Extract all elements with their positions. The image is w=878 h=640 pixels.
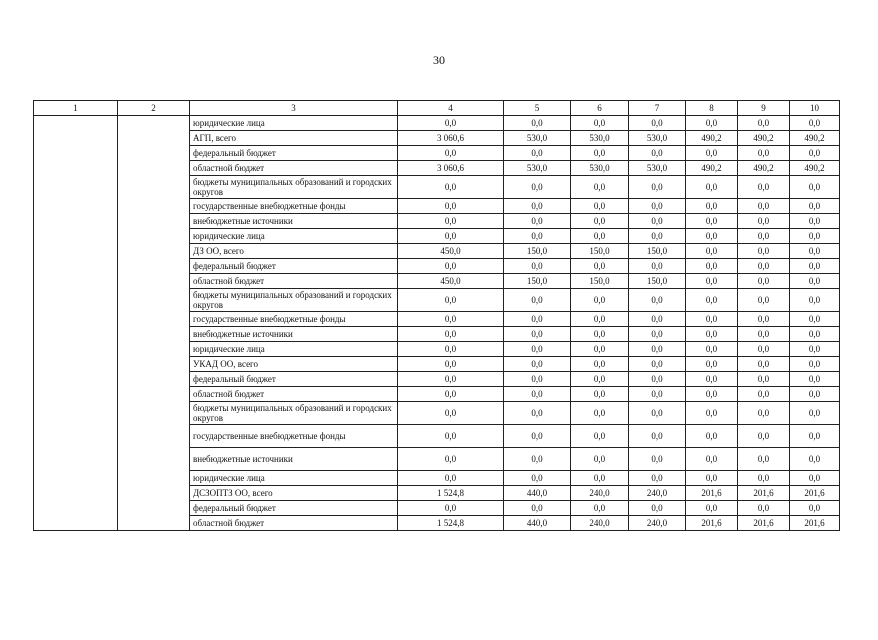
value-cell: 490,2 bbox=[686, 161, 738, 176]
value-cell: 0,0 bbox=[504, 342, 571, 357]
value-cell: 0,0 bbox=[504, 327, 571, 342]
value-cell: 0,0 bbox=[398, 448, 504, 471]
value-cell: 0,0 bbox=[790, 214, 840, 229]
value-cell: 0,0 bbox=[504, 387, 571, 402]
value-cell: 0,0 bbox=[504, 199, 571, 214]
value-cell: 0,0 bbox=[686, 259, 738, 274]
value-cell: 0,0 bbox=[686, 387, 738, 402]
value-cell: 0,0 bbox=[571, 342, 629, 357]
value-cell: 0,0 bbox=[790, 259, 840, 274]
row-label: юридические лица bbox=[190, 342, 398, 357]
value-cell: 0,0 bbox=[398, 116, 504, 131]
row-label: АГП, всего bbox=[190, 131, 398, 146]
value-cell: 201,6 bbox=[686, 516, 738, 531]
value-cell: 0,0 bbox=[686, 214, 738, 229]
row-label: ДСЗОПТЗ ОО, всего bbox=[190, 486, 398, 501]
value-cell: 0,0 bbox=[738, 342, 790, 357]
value-cell: 0,0 bbox=[398, 387, 504, 402]
value-cell: 3 060,6 bbox=[398, 131, 504, 146]
page-number: 30 bbox=[433, 53, 445, 67]
row-label: юридические лица bbox=[190, 471, 398, 486]
value-cell: 240,0 bbox=[629, 516, 686, 531]
row-label: бюджеты муниципальных образований и городских округов bbox=[190, 289, 398, 312]
value-cell: 0,0 bbox=[629, 259, 686, 274]
value-cell: 0,0 bbox=[629, 342, 686, 357]
value-cell: 530,0 bbox=[629, 131, 686, 146]
value-cell: 201,6 bbox=[790, 486, 840, 501]
row-label: внебюджетные источники bbox=[190, 214, 398, 229]
value-cell: 0,0 bbox=[571, 471, 629, 486]
value-cell: 0,0 bbox=[571, 448, 629, 471]
value-cell: 0,0 bbox=[790, 471, 840, 486]
value-cell: 0,0 bbox=[629, 146, 686, 161]
value-cell: 0,0 bbox=[790, 312, 840, 327]
value-cell: 0,0 bbox=[629, 372, 686, 387]
value-cell: 0,0 bbox=[504, 425, 571, 448]
value-cell: 490,2 bbox=[738, 161, 790, 176]
value-cell: 201,6 bbox=[686, 486, 738, 501]
value-cell: 0,0 bbox=[571, 501, 629, 516]
value-cell: 0,0 bbox=[571, 327, 629, 342]
value-cell: 0,0 bbox=[738, 501, 790, 516]
col2-merged-cell bbox=[118, 116, 190, 531]
row-label: федеральный бюджет bbox=[190, 146, 398, 161]
value-cell: 0,0 bbox=[398, 372, 504, 387]
value-cell: 150,0 bbox=[571, 244, 629, 259]
value-cell: 0,0 bbox=[571, 402, 629, 425]
value-cell: 450,0 bbox=[398, 274, 504, 289]
value-cell: 0,0 bbox=[571, 312, 629, 327]
value-cell: 240,0 bbox=[571, 516, 629, 531]
value-cell: 0,0 bbox=[398, 229, 504, 244]
value-cell: 0,0 bbox=[738, 274, 790, 289]
value-cell: 0,0 bbox=[504, 146, 571, 161]
value-cell: 0,0 bbox=[629, 357, 686, 372]
value-cell: 150,0 bbox=[629, 274, 686, 289]
value-cell: 0,0 bbox=[686, 116, 738, 131]
value-cell: 0,0 bbox=[504, 501, 571, 516]
value-cell: 1 524,8 bbox=[398, 486, 504, 501]
row-label: государственные внебюджетные фонды bbox=[190, 199, 398, 214]
value-cell: 0,0 bbox=[738, 229, 790, 244]
column-header-8: 8 bbox=[686, 101, 738, 116]
value-cell: 0,0 bbox=[686, 199, 738, 214]
value-cell: 530,0 bbox=[504, 161, 571, 176]
value-cell: 0,0 bbox=[629, 116, 686, 131]
value-cell: 150,0 bbox=[504, 244, 571, 259]
value-cell: 0,0 bbox=[571, 214, 629, 229]
value-cell: 0,0 bbox=[571, 372, 629, 387]
column-header-6: 6 bbox=[571, 101, 629, 116]
value-cell: 0,0 bbox=[504, 402, 571, 425]
row-label: государственные внебюджетные фонды bbox=[190, 312, 398, 327]
value-cell: 0,0 bbox=[790, 501, 840, 516]
value-cell: 0,0 bbox=[738, 259, 790, 274]
row-label: юридические лица bbox=[190, 116, 398, 131]
value-cell: 0,0 bbox=[398, 425, 504, 448]
value-cell: 440,0 bbox=[504, 486, 571, 501]
value-cell: 0,0 bbox=[504, 176, 571, 199]
value-cell: 201,6 bbox=[738, 516, 790, 531]
value-cell: 0,0 bbox=[398, 259, 504, 274]
value-cell: 0,0 bbox=[504, 289, 571, 312]
value-cell: 0,0 bbox=[686, 146, 738, 161]
value-cell: 0,0 bbox=[790, 229, 840, 244]
value-cell: 0,0 bbox=[686, 425, 738, 448]
value-cell: 0,0 bbox=[790, 274, 840, 289]
value-cell: 0,0 bbox=[790, 116, 840, 131]
value-cell: 150,0 bbox=[504, 274, 571, 289]
value-cell: 0,0 bbox=[571, 289, 629, 312]
value-cell: 0,0 bbox=[629, 327, 686, 342]
value-cell: 0,0 bbox=[790, 342, 840, 357]
value-cell: 0,0 bbox=[571, 357, 629, 372]
value-cell: 201,6 bbox=[738, 486, 790, 501]
value-cell: 0,0 bbox=[686, 402, 738, 425]
value-cell: 0,0 bbox=[398, 402, 504, 425]
value-cell: 0,0 bbox=[398, 214, 504, 229]
value-cell: 0,0 bbox=[571, 259, 629, 274]
value-cell: 0,0 bbox=[504, 357, 571, 372]
value-cell: 0,0 bbox=[398, 471, 504, 486]
value-cell: 0,0 bbox=[686, 312, 738, 327]
value-cell: 0,0 bbox=[738, 289, 790, 312]
value-cell: 0,0 bbox=[686, 372, 738, 387]
value-cell: 0,0 bbox=[686, 357, 738, 372]
value-cell: 530,0 bbox=[629, 161, 686, 176]
row-label: бюджеты муниципальных образований и городских округов bbox=[190, 176, 398, 199]
value-cell: 0,0 bbox=[738, 448, 790, 471]
value-cell: 0,0 bbox=[398, 327, 504, 342]
value-cell: 0,0 bbox=[629, 312, 686, 327]
value-cell: 530,0 bbox=[504, 131, 571, 146]
value-cell: 0,0 bbox=[790, 327, 840, 342]
row-label: бюджеты муниципальных образований и городских округов bbox=[190, 402, 398, 425]
column-header-3: 3 bbox=[190, 101, 398, 116]
column-header-1: 1 bbox=[34, 101, 118, 116]
table-body bbox=[34, 101, 840, 531]
value-cell: 0,0 bbox=[504, 471, 571, 486]
value-cell: 0,0 bbox=[686, 342, 738, 357]
value-cell: 0,0 bbox=[504, 116, 571, 131]
row-label: федеральный бюджет bbox=[190, 372, 398, 387]
table-row bbox=[34, 116, 840, 131]
value-cell: 0,0 bbox=[504, 229, 571, 244]
value-cell: 0,0 bbox=[790, 199, 840, 214]
value-cell: 0,0 bbox=[571, 116, 629, 131]
value-cell: 0,0 bbox=[571, 425, 629, 448]
value-cell: 0,0 bbox=[790, 244, 840, 259]
row-label: ДЗ ОО, всего bbox=[190, 244, 398, 259]
row-label: областной бюджет bbox=[190, 387, 398, 402]
value-cell: 0,0 bbox=[629, 229, 686, 244]
value-cell: 0,0 bbox=[398, 289, 504, 312]
value-cell: 0,0 bbox=[629, 448, 686, 471]
value-cell: 0,0 bbox=[738, 357, 790, 372]
row-label: федеральный бюджет bbox=[190, 259, 398, 274]
row-label: областной бюджет bbox=[190, 274, 398, 289]
value-cell: 0,0 bbox=[686, 244, 738, 259]
column-header-5: 5 bbox=[504, 101, 571, 116]
value-cell: 0,0 bbox=[629, 501, 686, 516]
value-cell: 0,0 bbox=[504, 214, 571, 229]
value-cell: 0,0 bbox=[738, 425, 790, 448]
value-cell: 0,0 bbox=[738, 372, 790, 387]
value-cell: 240,0 bbox=[571, 486, 629, 501]
value-cell: 0,0 bbox=[629, 425, 686, 448]
value-cell: 0,0 bbox=[790, 289, 840, 312]
value-cell: 0,0 bbox=[398, 357, 504, 372]
value-cell: 490,2 bbox=[738, 131, 790, 146]
value-cell: 0,0 bbox=[504, 259, 571, 274]
value-cell: 0,0 bbox=[686, 176, 738, 199]
value-cell: 530,0 bbox=[571, 161, 629, 176]
value-cell: 0,0 bbox=[686, 448, 738, 471]
value-cell: 0,0 bbox=[790, 176, 840, 199]
value-cell: 0,0 bbox=[738, 176, 790, 199]
value-cell: 201,6 bbox=[790, 516, 840, 531]
value-cell: 0,0 bbox=[398, 501, 504, 516]
value-cell: 0,0 bbox=[738, 402, 790, 425]
value-cell: 0,0 bbox=[398, 342, 504, 357]
row-label: юридические лица bbox=[190, 229, 398, 244]
col1-merged-cell bbox=[34, 116, 118, 531]
value-cell: 0,0 bbox=[790, 425, 840, 448]
value-cell: 0,0 bbox=[738, 146, 790, 161]
value-cell: 0,0 bbox=[571, 387, 629, 402]
value-cell: 0,0 bbox=[629, 199, 686, 214]
value-cell: 0,0 bbox=[504, 448, 571, 471]
value-cell: 3 060,6 bbox=[398, 161, 504, 176]
value-cell: 0,0 bbox=[790, 146, 840, 161]
value-cell: 0,0 bbox=[738, 199, 790, 214]
column-header-9: 9 bbox=[738, 101, 790, 116]
value-cell: 0,0 bbox=[790, 372, 840, 387]
row-label: УКАД ОО, всего bbox=[190, 357, 398, 372]
row-label: областной бюджет bbox=[190, 161, 398, 176]
value-cell: 0,0 bbox=[790, 357, 840, 372]
value-cell: 0,0 bbox=[738, 116, 790, 131]
value-cell: 0,0 bbox=[738, 327, 790, 342]
value-cell: 450,0 bbox=[398, 244, 504, 259]
value-cell: 0,0 bbox=[629, 289, 686, 312]
row-label: внебюджетные источники bbox=[190, 327, 398, 342]
value-cell: 0,0 bbox=[738, 471, 790, 486]
value-cell: 0,0 bbox=[571, 146, 629, 161]
value-cell: 0,0 bbox=[571, 229, 629, 244]
value-cell: 150,0 bbox=[571, 274, 629, 289]
value-cell: 0,0 bbox=[571, 199, 629, 214]
row-label: внебюджетные источники bbox=[190, 448, 398, 471]
value-cell: 0,0 bbox=[629, 402, 686, 425]
value-cell: 0,0 bbox=[629, 471, 686, 486]
value-cell: 0,0 bbox=[398, 199, 504, 214]
value-cell: 0,0 bbox=[790, 387, 840, 402]
value-cell: 490,2 bbox=[686, 131, 738, 146]
value-cell: 490,2 bbox=[790, 131, 840, 146]
value-cell: 0,0 bbox=[686, 274, 738, 289]
value-cell: 0,0 bbox=[398, 176, 504, 199]
value-cell: 0,0 bbox=[686, 229, 738, 244]
value-cell: 0,0 bbox=[686, 327, 738, 342]
value-cell: 440,0 bbox=[504, 516, 571, 531]
value-cell: 0,0 bbox=[398, 146, 504, 161]
value-cell: 0,0 bbox=[504, 372, 571, 387]
value-cell: 0,0 bbox=[629, 387, 686, 402]
column-header-7: 7 bbox=[629, 101, 686, 116]
value-cell: 150,0 bbox=[629, 244, 686, 259]
value-cell: 0,0 bbox=[790, 448, 840, 471]
value-cell: 0,0 bbox=[571, 176, 629, 199]
row-label: областной бюджет bbox=[190, 516, 398, 531]
column-header-10: 10 bbox=[790, 101, 840, 116]
value-cell: 0,0 bbox=[686, 471, 738, 486]
value-cell: 0,0 bbox=[790, 402, 840, 425]
value-cell: 1 524,8 bbox=[398, 516, 504, 531]
value-cell: 0,0 bbox=[738, 387, 790, 402]
row-label: государственные внебюджетные фонды bbox=[190, 425, 398, 448]
budget-table bbox=[33, 100, 840, 531]
value-cell: 0,0 bbox=[686, 501, 738, 516]
value-cell: 240,0 bbox=[629, 486, 686, 501]
value-cell: 0,0 bbox=[738, 312, 790, 327]
value-cell: 0,0 bbox=[504, 312, 571, 327]
value-cell: 530,0 bbox=[571, 131, 629, 146]
value-cell: 0,0 bbox=[738, 214, 790, 229]
table-header-row bbox=[34, 101, 840, 116]
value-cell: 0,0 bbox=[738, 244, 790, 259]
value-cell: 0,0 bbox=[686, 289, 738, 312]
value-cell: 0,0 bbox=[629, 214, 686, 229]
column-header-2: 2 bbox=[118, 101, 190, 116]
column-header-4: 4 bbox=[398, 101, 504, 116]
value-cell: 0,0 bbox=[398, 312, 504, 327]
row-label: федеральный бюджет bbox=[190, 501, 398, 516]
value-cell: 490,2 bbox=[790, 161, 840, 176]
value-cell: 0,0 bbox=[629, 176, 686, 199]
